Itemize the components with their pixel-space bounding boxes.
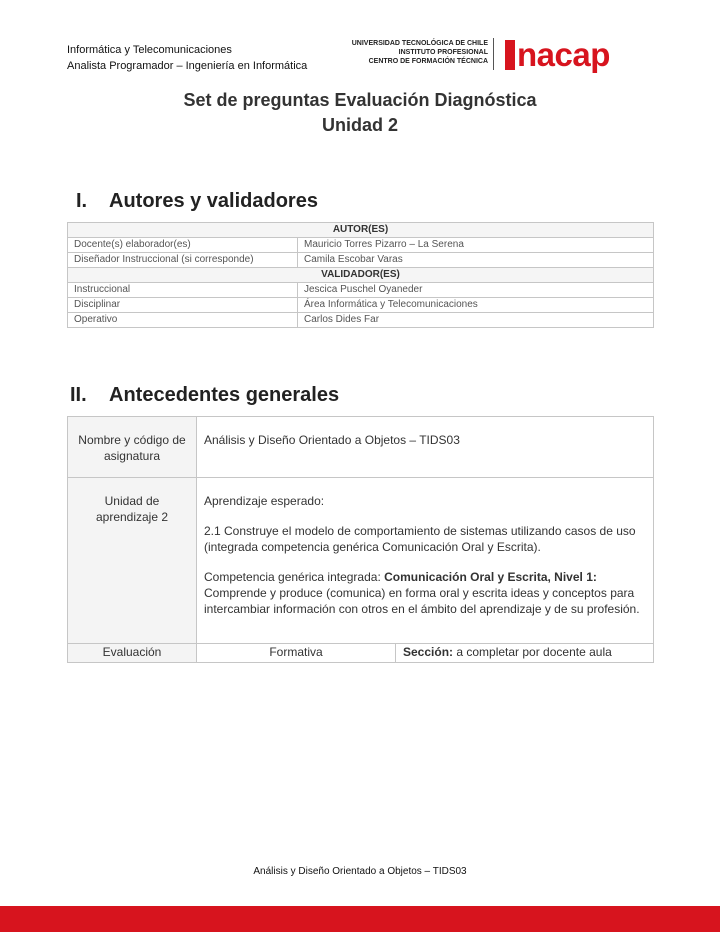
institution-line: INSTITUTO PROFESIONAL — [398, 49, 488, 56]
document-title — [0, 88, 720, 138]
competency-prefix: Competencia genérica integrada: — [204, 570, 385, 584]
section-field-value: a completar por docente aula — [453, 645, 612, 659]
title-line: Set de preguntas Evaluación Diagnóstica — [183, 90, 537, 110]
institution-line: UNIVERSIDAD TECNOLÓGICA DE CHILE — [351, 40, 488, 47]
name-cell: Mauricio Torres Pizarro – La Serena — [298, 238, 654, 253]
logo-divider — [493, 38, 494, 70]
expected-text: 2.1 Construye el modelo de comportamiento de sistemas utilizando casos de uso (integrada competencia genérica Comunicación Oral y Escrita). — [204, 524, 636, 554]
institution-line: CENTRO DE FORMACIÓN TÉCNICA — [368, 58, 488, 65]
section-number: II. — [70, 384, 87, 406]
subject-label: Nombre y código de asignatura — [68, 417, 197, 478]
table-row — [68, 417, 654, 478]
role-cell: Diseñador Instruccional (si corresponde) — [68, 253, 298, 268]
institution-lines — [338, 39, 488, 66]
logo-wordmark: nacap — [517, 36, 610, 73]
name-cell: Área Informática y Telecomunicaciones — [298, 298, 654, 313]
role-cell: Instruccional — [68, 283, 298, 298]
section-field-label: Sección: — [403, 645, 454, 659]
competency-name: Comunicación Oral y Escrita, Nivel 1: — [384, 570, 597, 584]
authors-header: AUTOR(ES) — [68, 223, 654, 238]
name-cell: Camila Escobar Varas — [298, 253, 654, 268]
page-footer: Análisis y Diseño Orientado a Objetos – TIDS03 — [253, 866, 467, 877]
role-cell: Disciplinar — [68, 298, 298, 313]
competency-text — [204, 569, 646, 617]
section-title: Autores y validadores — [109, 190, 318, 212]
validators-header: VALIDADOR(ES) — [68, 268, 654, 283]
section-cell — [396, 644, 654, 663]
unit-label: Unidad de aprendizaje 2 — [68, 478, 197, 644]
section-heading-authors — [76, 190, 318, 213]
document-header — [67, 42, 307, 74]
general-info-table — [67, 416, 654, 663]
table-row — [68, 238, 654, 253]
table-row — [68, 298, 654, 313]
name-cell: Carlos Dides Far — [298, 313, 654, 328]
expected-label: Aprendizaje esperado: — [204, 494, 325, 508]
section-title: Antecedentes generales — [109, 384, 340, 406]
logo-bar-icon — [505, 40, 515, 70]
table-row — [68, 253, 654, 268]
unit-content — [197, 478, 654, 644]
inacap-logo — [505, 38, 610, 72]
table-row — [68, 478, 654, 644]
footer-bar — [0, 906, 720, 932]
role-cell: Operativo — [68, 313, 298, 328]
name-cell: Jescica Puschel Oyaneder — [298, 283, 654, 298]
table-row — [68, 644, 654, 663]
header-department: Informática y Telecomunicaciones — [67, 44, 232, 56]
evaluation-label: Evaluación — [68, 644, 197, 663]
section-heading-general — [70, 384, 339, 407]
authors-table — [67, 222, 654, 328]
subject-value: Análisis y Diseño Orientado a Objetos – TIDS03 — [197, 417, 654, 478]
table-row — [68, 283, 654, 298]
competency-description: Comprende y produce (comunica) en forma oral y escrita ideas y conceptos para intercambiar información con otros en el ámbito del aprendizaje y de su profesión. — [204, 586, 640, 616]
header-program: Analista Programador – Ingeniería en Informática — [67, 60, 308, 72]
evaluation-value: Formativa — [197, 644, 396, 663]
subtitle-line: Unidad 2 — [321, 115, 398, 135]
table-row — [68, 313, 654, 328]
role-cell: Docente(s) elaborador(es) — [68, 238, 298, 253]
section-number: I. — [76, 190, 88, 212]
